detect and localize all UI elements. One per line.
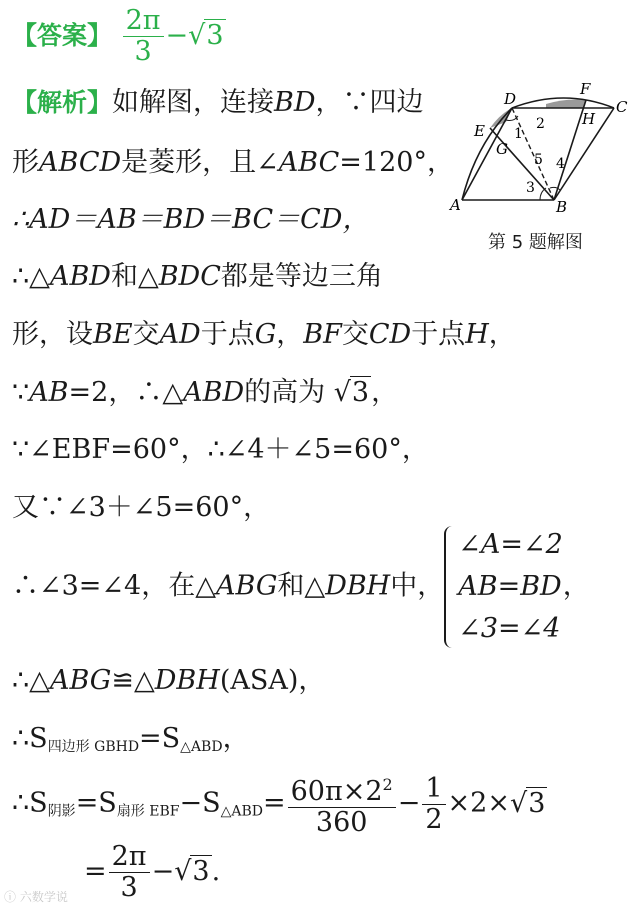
analysis-line-6: ∵AB=2，∴△ABD的高为 √3， — [12, 377, 399, 408]
sector-fraction: $\frac{60\pi\times 2^2}{360}$ — [288, 770, 396, 838]
answer-line — [12, 6, 226, 67]
analysis-line-7: ∵∠EBF=60°，∴∠4＋∠5=60°， — [12, 434, 429, 465]
analysis-line-13: = $\frac{2\pi}{3}$ −√3. — [84, 841, 221, 903]
analysis-line-8: 又∵∠3＋∠5=60°， — [12, 492, 271, 523]
answer-sqrt: √3 — [188, 20, 224, 51]
height-sqrt: √3 — [333, 377, 370, 408]
label-angle-5: 5 — [534, 152, 543, 168]
analysis-line-3: ∴AD＝AB＝BD＝BC＝CD， — [12, 204, 370, 235]
geometry-figure — [448, 82, 633, 252]
watermark: ⓘ 六数学说 — [4, 890, 68, 904]
analysis-line-2: 形ABCD是菱形，且∠ABC=120°， — [12, 147, 454, 178]
answer-fraction: $\frac{2\pi}{3}$ — [123, 6, 164, 67]
analysis-line-12: $\therefore S_{阴影}=S_{扇形 EBF}-S_{\triangle ABD}=$ $\frac{60\pi\times 2^2}{360}$ − $\frac{1}{2}$ ×2×√3 — [12, 770, 547, 838]
result-sqrt: √3 — [174, 856, 210, 887]
label-h: H — [582, 110, 596, 128]
label-c: C — [616, 98, 628, 116]
analysis-tag: 【解析】 — [12, 88, 113, 117]
area-sqrt: √3 — [509, 787, 546, 819]
label-f: F — [580, 82, 591, 98]
analysis-line-11: $\therefore S_{四边形 GBHD}=S_{\triangle ABD}$， — [12, 723, 250, 755]
label-angle-4: 4 — [556, 156, 565, 172]
analysis-line-5: 形，设BE交AD于点G，BF交CD于点H， — [12, 319, 516, 350]
label-angle-2: 2 — [536, 116, 545, 132]
brace-symbol — [444, 526, 456, 648]
label-angle-1: 1 — [514, 126, 523, 142]
figure-caption: 第 5 题解图 — [488, 232, 583, 253]
result-fraction: $\frac{2\pi}{3}$ — [109, 842, 150, 903]
half-fraction: $\frac{1}{2}$ — [422, 774, 445, 835]
label-b: B — [556, 198, 568, 216]
shaded-region-right — [546, 100, 586, 109]
answer-tag: 【答案】 — [12, 21, 113, 50]
congruence-conditions: ∠A=∠2 AB=BD ∠3=∠4 — [444, 524, 563, 650]
analysis-line-10: ∴△ABG≌△DBH(ASA)， — [12, 665, 326, 696]
label-g: G — [496, 140, 508, 158]
analysis-line-1: 【解析】如解图，连接BD，∵四边 — [12, 87, 424, 118]
label-a: A — [450, 196, 461, 214]
label-e: E — [474, 122, 485, 140]
label-d: D — [504, 90, 517, 108]
label-angle-3: 3 — [526, 180, 535, 196]
analysis-line-4: ∴△ABD和△BDC都是等边三角 — [12, 261, 383, 292]
analysis-line-9: ∴∠3=∠4，在△ABG和△DBH中， ∠A=∠2 AB=BD ∠3=∠4 ， — [12, 524, 590, 650]
answer-value: $\frac{2\pi}{3}$ −√3 — [121, 20, 226, 51]
